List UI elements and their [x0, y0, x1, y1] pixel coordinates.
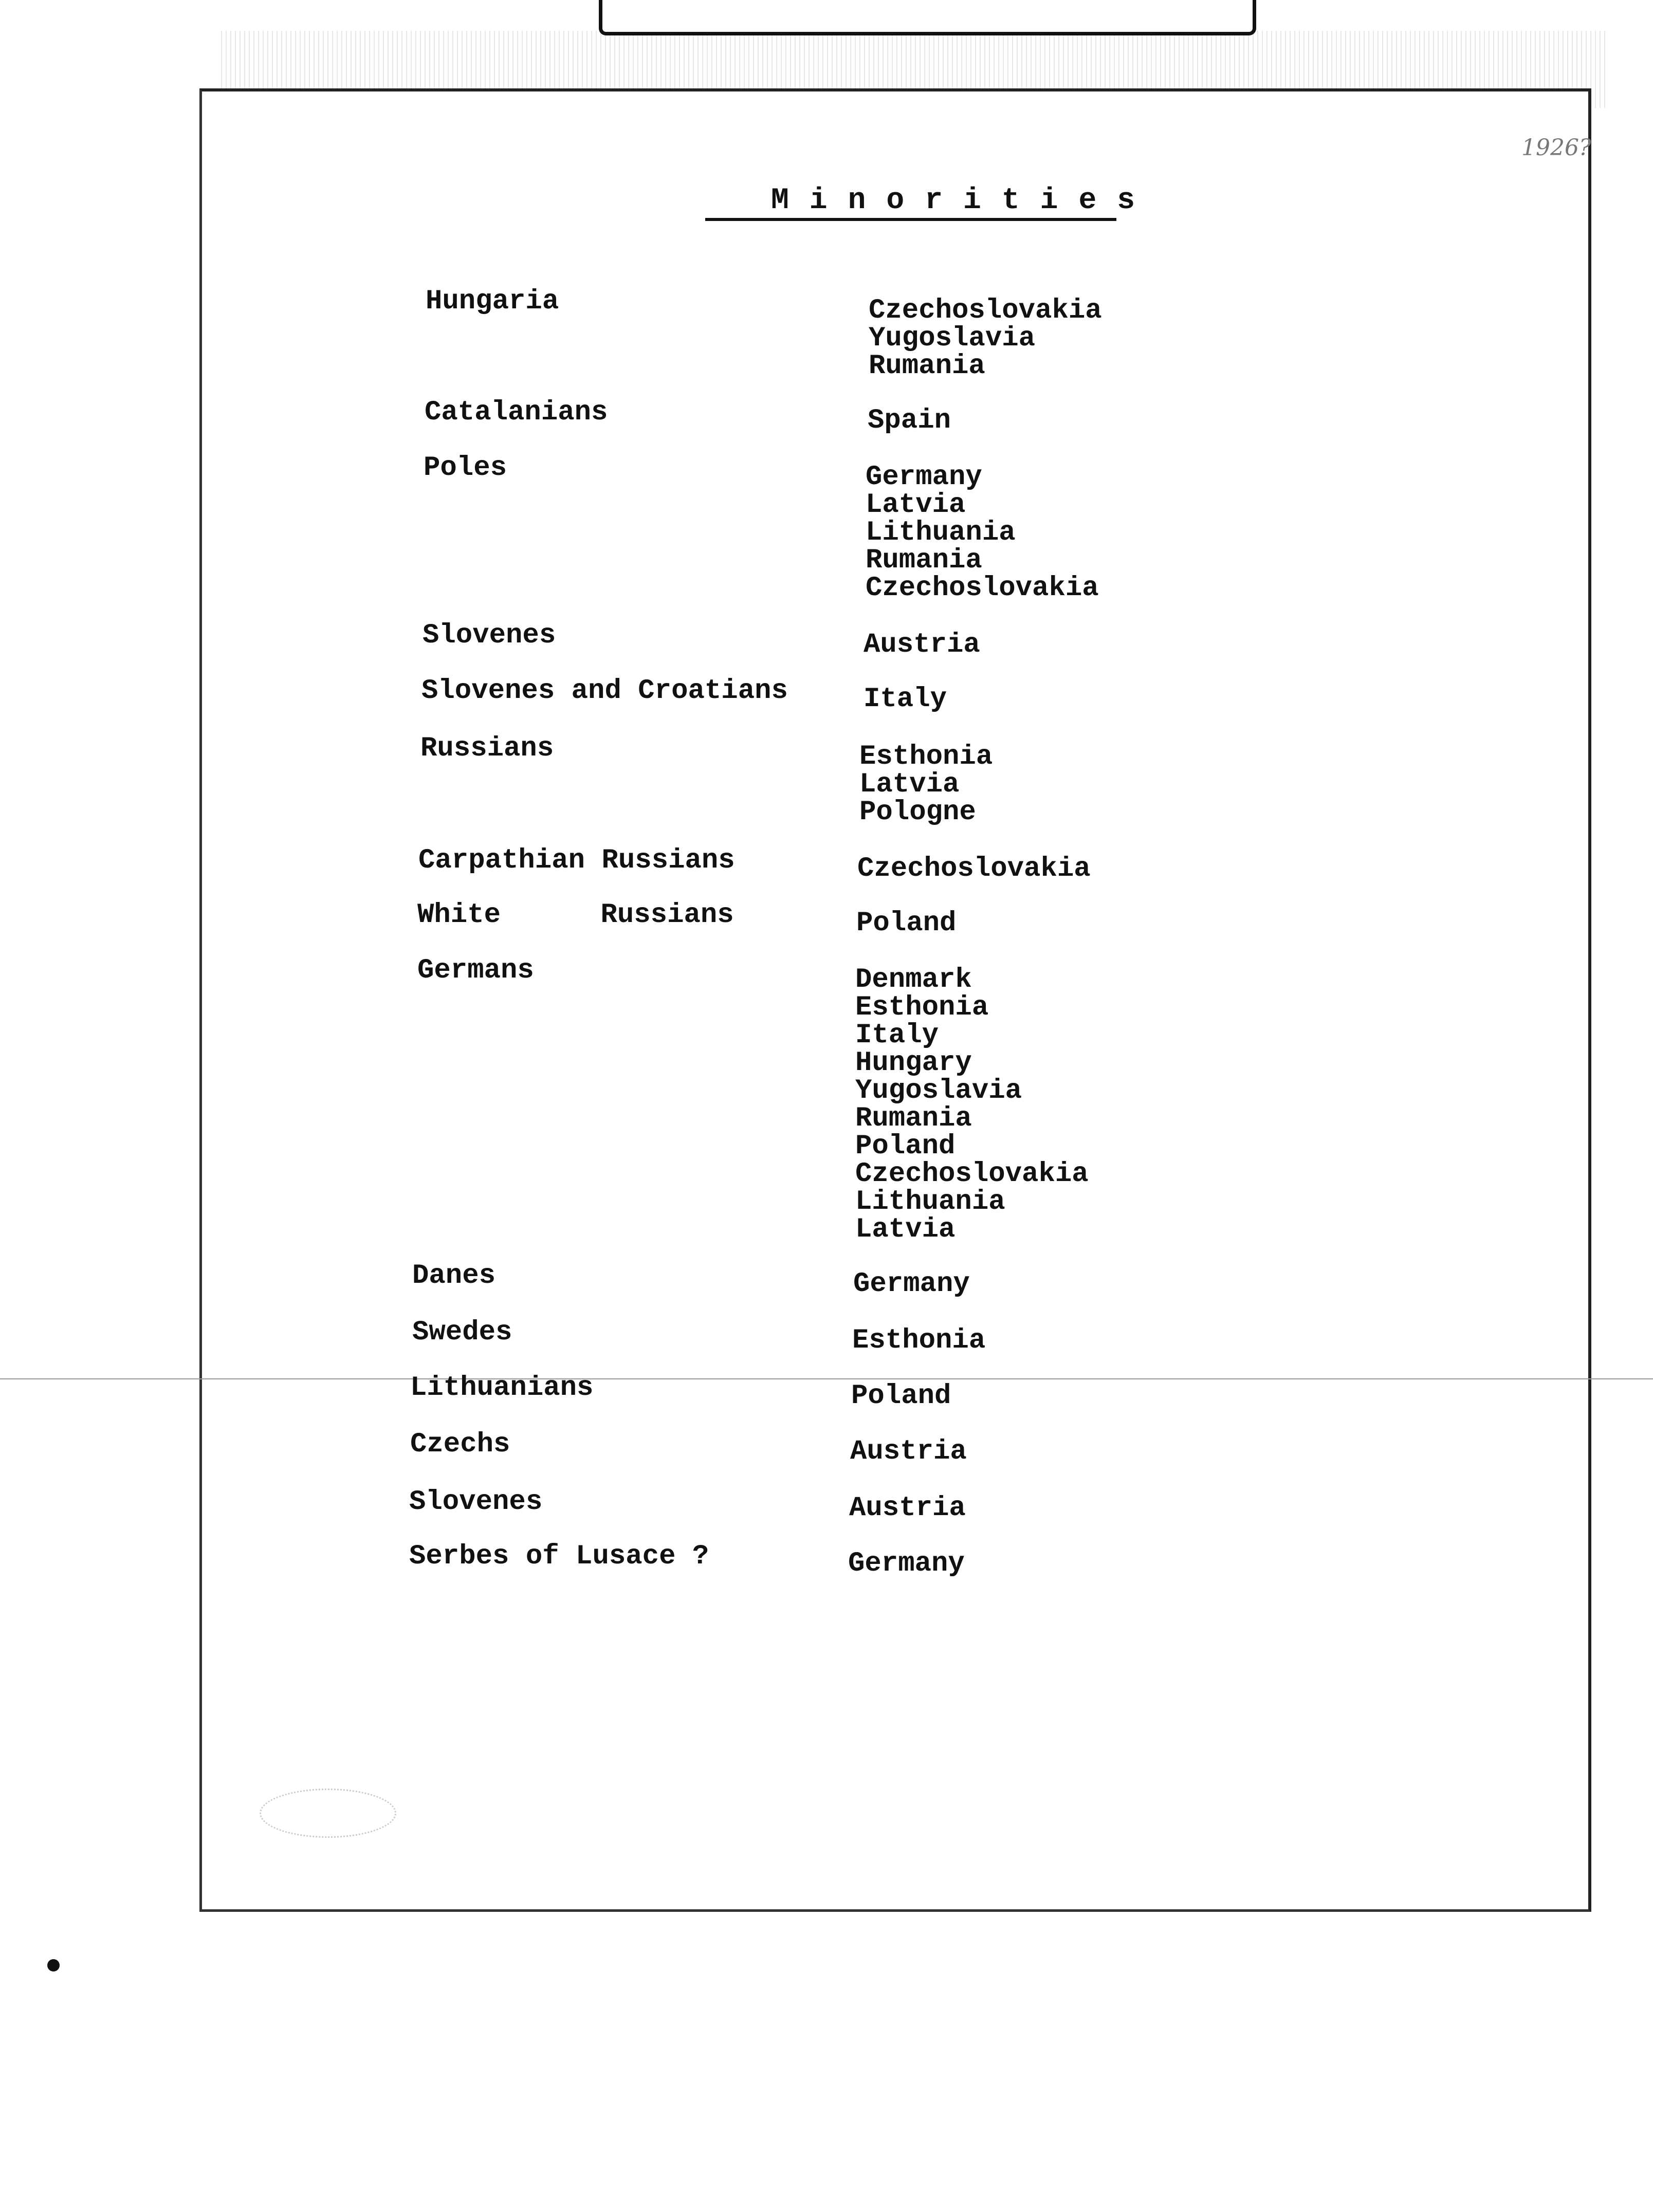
country-name: Rumania	[855, 1103, 972, 1134]
paper-clip	[599, 0, 1256, 35]
country-name: Poland	[855, 1131, 956, 1162]
minority-name: Slovenes	[423, 620, 556, 651]
country-name: Czechoslovakia	[855, 1158, 1089, 1190]
country-name: Hungary	[855, 1047, 972, 1079]
minority-name: Swedes	[412, 1317, 512, 1348]
country-name: Latvia	[859, 769, 960, 800]
minority-name: Hungaria	[426, 286, 559, 317]
country-name: Esthonia	[852, 1325, 986, 1356]
minority-name: Slovenes and Croatians	[421, 675, 788, 707]
faded-stamp	[260, 1789, 396, 1838]
minority-name: Poles	[424, 452, 507, 484]
country-name: Italy	[864, 684, 947, 715]
country-name: Denmark	[855, 964, 972, 996]
country-name: Poland	[851, 1380, 951, 1412]
country-list	[859, 743, 993, 826]
minority-name: White Russians	[417, 899, 734, 931]
country-list	[864, 631, 980, 659]
minority-name: Slovenes	[409, 1486, 543, 1518]
fold-line	[0, 1378, 1653, 1379]
country-name: Austria	[850, 1436, 967, 1467]
minority-name: Russians	[420, 733, 554, 764]
country-list	[856, 910, 956, 937]
country-list	[851, 1382, 951, 1410]
minority-name: Danes	[412, 1260, 496, 1292]
country-list	[850, 1438, 967, 1466]
country-list	[853, 1270, 970, 1298]
country-name: Esthonia	[859, 741, 993, 772]
country-list	[868, 407, 951, 435]
country-list	[869, 297, 1102, 380]
minority-name: Czechs	[410, 1429, 510, 1460]
country-name: Latvia	[855, 1214, 956, 1245]
country-name: Germany	[866, 462, 982, 493]
country-name: Czechoslovakia	[857, 853, 1091, 884]
country-name: Spain	[868, 405, 951, 436]
minority-name: Catalanians	[425, 397, 608, 428]
country-name: Yugoslavia	[869, 323, 1036, 354]
country-name: Esthonia	[855, 992, 989, 1023]
country-name: Germany	[853, 1268, 970, 1300]
country-name: Pologne	[859, 797, 976, 828]
country-list	[855, 966, 1089, 1244]
country-name: Germany	[848, 1548, 965, 1579]
page-number: 1926?	[1521, 135, 1591, 161]
country-list	[849, 1492, 966, 1524]
country-list	[848, 1550, 965, 1578]
country-list	[857, 855, 1091, 883]
minority-name: Lithuanians	[410, 1372, 594, 1404]
country-name: Poland	[856, 908, 957, 939]
country-name: Czechoslovakia	[866, 573, 1099, 604]
minority-name: Serbes of Lusace ?	[409, 1541, 709, 1572]
margin-dot	[47, 1959, 60, 1971]
country-name: Lithuania	[855, 1186, 1005, 1218]
country-name: Lithuania	[866, 517, 1016, 548]
country-name: Italy	[855, 1020, 939, 1051]
country-list	[852, 1327, 985, 1355]
country-name: Yugoslavia	[855, 1075, 1022, 1107]
country-list	[864, 686, 947, 713]
country-name: Latvia	[866, 489, 966, 521]
country-list	[866, 464, 1099, 602]
country-name: Rumania	[869, 351, 985, 382]
minority-name: Carpathian Russians	[418, 845, 735, 876]
page-title: Minorities	[771, 184, 1156, 217]
country-name: Austria	[849, 1492, 966, 1524]
title-underline	[705, 218, 1116, 221]
country-name: Rumania	[866, 545, 982, 576]
country-name: Austria	[864, 629, 980, 660]
country-name: Czechoslovakia	[869, 295, 1102, 326]
minority-name: Germans	[417, 955, 534, 986]
